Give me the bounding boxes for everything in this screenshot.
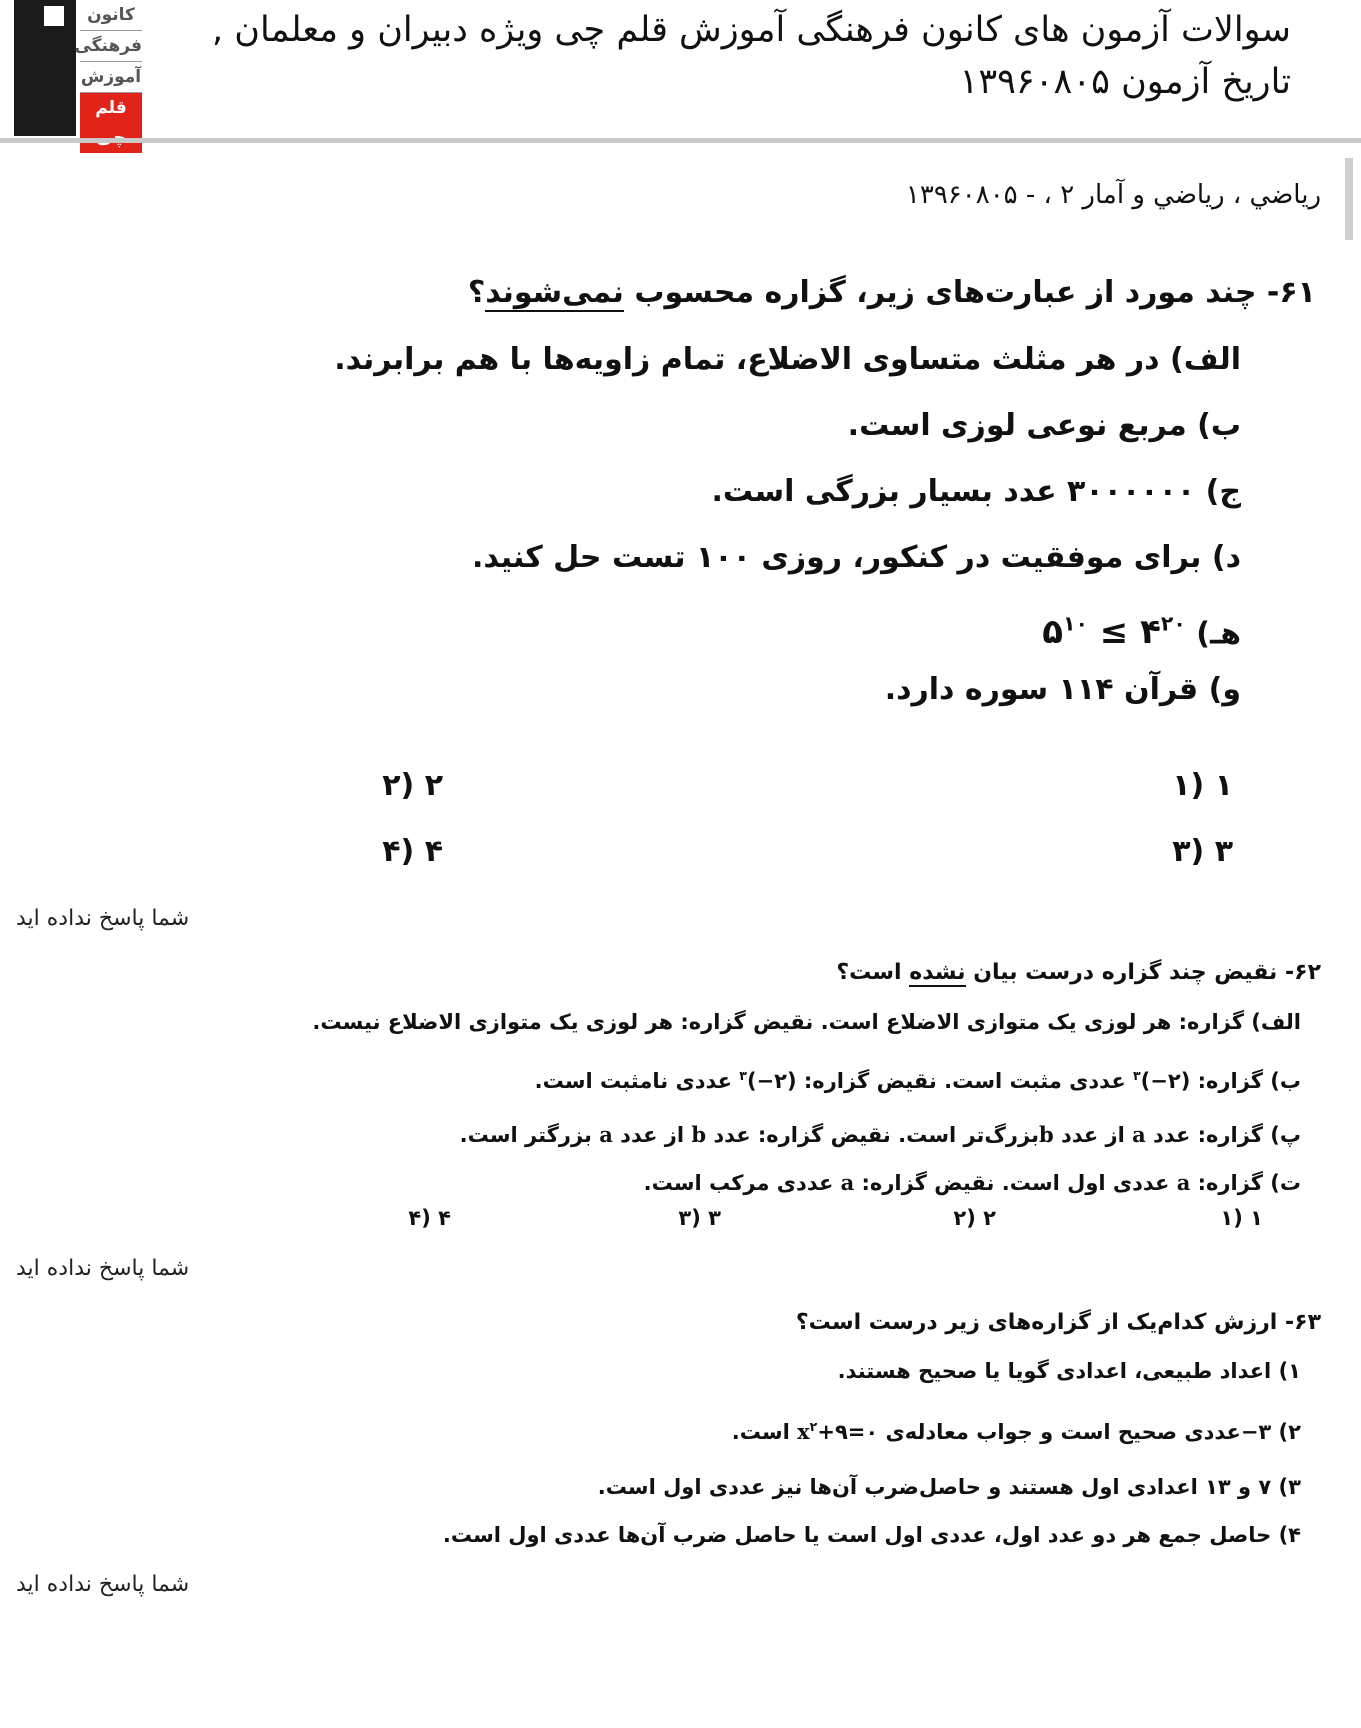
- q62-option-4[interactable]: ۴ (۴: [408, 1206, 451, 1230]
- statement-jim: ج) ۳۰۰۰۰۰۰ عدد بسیار بزرگی است.: [711, 474, 1241, 509]
- statement-alef: الف) گزاره: هر لوزی یک متوازی الاضلاع است. نقیض گزاره: هر لوزی یک متوازی الاضلاع نیست.: [312, 1010, 1301, 1034]
- question-number: ۶۲-: [1285, 960, 1321, 985]
- logo-text-ghalamchi: قلم: [80, 93, 142, 153]
- no-answer-status: شما پاسخ نداده اید: [16, 906, 190, 931]
- q62-option-2[interactable]: ۲ (۲: [953, 1206, 996, 1230]
- q63-option-2[interactable]: ۲) ۳−عددی صحیح است و جواب معادله‌ی $۰=۹+x^۲$ است.: [731, 1419, 1301, 1444]
- logo-text-amoozesh: آموزش: [80, 62, 142, 93]
- statement-he: هـ) $۴^{۲۰}$ ≥ $۵^{۱۰}$: [1042, 612, 1241, 653]
- q61-option-4[interactable]: ۴ (۴: [382, 834, 443, 869]
- underlined-word: نمی‌شوند: [485, 275, 624, 310]
- header-divider: [0, 138, 1361, 143]
- logo-mark: [14, 0, 76, 136]
- q62-option-3[interactable]: ۳ (۳: [678, 1206, 721, 1230]
- question-62-stem: ۶۲- نقیض چند گزاره درست بیان نشده است؟: [836, 960, 1321, 985]
- question-number: ۶۳-: [1285, 1310, 1321, 1335]
- breadcrumb: رياضي ، رياضي و آمار ۲ ، - ۱۳۹۶۰۸۰۵: [905, 180, 1321, 210]
- statement-pe: پ) گزاره: عدد a از عدد bبزرگ‌تر است. نقیض گزاره: عدد b از عدد a بزرگتر است.: [459, 1122, 1301, 1147]
- scrollbar-thumb[interactable]: [1345, 158, 1353, 240]
- statement-be: ب) گزاره: (۲−)$^۳$ عددی مثبت است. نقیض گزاره: (۲−)$^۳$ عددی نامثبت است.: [534, 1068, 1301, 1093]
- q61-option-3[interactable]: ۳ (۳: [1172, 834, 1233, 869]
- title-line-2: تاریخ آزمون ۱۳۹۶۰۸۰۵: [959, 62, 1291, 102]
- q63-option-1[interactable]: ۱) اعداد طبیعی، اعدادی گویا یا صحیح هستند.: [837, 1359, 1301, 1383]
- page-header: [0, 0, 1361, 140]
- question-62: [41, 956, 1321, 1207]
- no-answer-status: شما پاسخ نداده اید: [16, 1256, 190, 1281]
- statement-be: ب) مربع نوعی لوزی است.: [847, 408, 1241, 443]
- question-61: [56, 270, 1316, 726]
- question-61-stem: ۶۱- چند مورد از عبارت‌های زیر، گزاره محسوب نمی‌شوند؟: [467, 275, 1316, 310]
- title-line-1: سوالات آزمون های کانون فرهنگی آموزش قلم چی ویژه دبیران و معلمان ,: [211, 10, 1291, 50]
- kanoon-logo: [10, 0, 142, 138]
- no-answer-status: شما پاسخ نداده اید: [16, 1572, 190, 1597]
- question-number: ۶۱-: [1266, 275, 1316, 310]
- statement-alef: الف) در هر مثلث متساوی الاضلاع، تمام زاویه‌ها با هم برابرند.: [334, 342, 1241, 377]
- q63-option-4[interactable]: ۴) حاصل جمع هر دو عدد اول، عددی اول است یا حاصل ضرب آن‌ها عددی اول است.: [442, 1523, 1301, 1547]
- question-63: [41, 1306, 1321, 1559]
- page-title: [171, 4, 1291, 108]
- q63-option-3[interactable]: ۳) ۷ و ۱۳ اعدادی اول هستند و حاصل‌ضرب آن‌ها نیز عددی اول است.: [597, 1475, 1301, 1499]
- underlined-word: نشده: [909, 960, 966, 985]
- question-63-stem: ۶۳- ارزش کدام‌یک از گزاره‌های زیر درست است؟: [795, 1310, 1321, 1335]
- statement-vav: و) قرآن ۱۱۴ سوره دارد.: [884, 672, 1241, 707]
- statement-dal: د) برای موفقیت در کنکور، روزی ۱۰۰ تست حل کنید.: [472, 540, 1241, 575]
- q62-option-1[interactable]: ۱ (۱: [1220, 1206, 1263, 1230]
- q61-option-1[interactable]: ۱ (۱: [1172, 768, 1233, 803]
- logo-text-farhangi: فرهنگی: [80, 31, 142, 62]
- q61-option-2[interactable]: ۲ (۲: [382, 768, 443, 803]
- statement-te: ت) گزاره: a عددی اول است. نقیض گزاره: a عددی مرکب است.: [643, 1170, 1301, 1195]
- logo-text-kanoon: کانون: [80, 0, 142, 31]
